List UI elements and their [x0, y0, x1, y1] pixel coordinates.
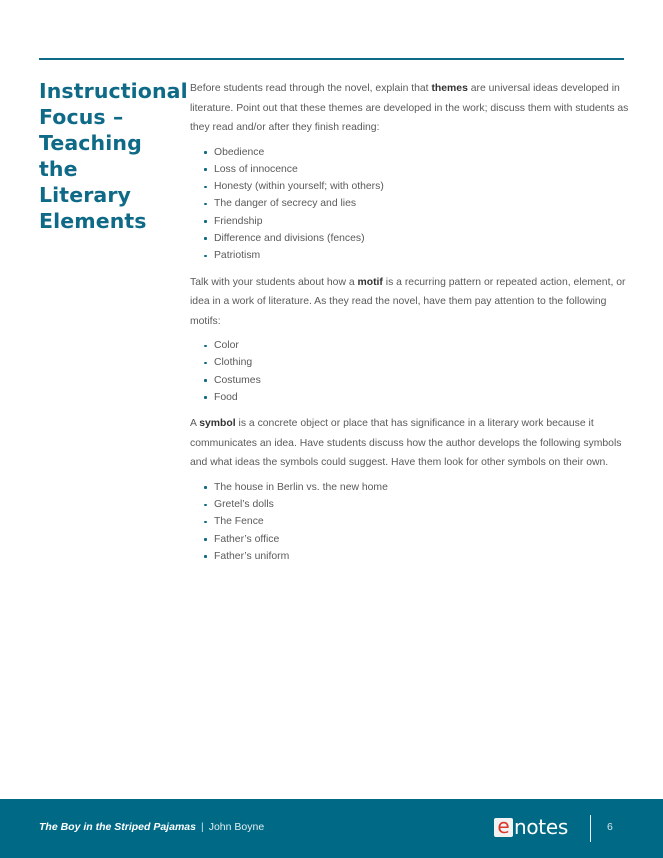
footer-book-info — [39, 821, 264, 833]
separator: | — [200, 821, 204, 833]
list-item: Obedience — [204, 144, 630, 161]
heading-line: Instructional — [39, 79, 188, 103]
list-item: Color — [204, 337, 630, 354]
list-item: Difference and divisions (fences) — [204, 230, 630, 247]
list-item: Father’s uniform — [204, 548, 630, 565]
list-item: Friendship — [204, 213, 630, 230]
enotes-e-icon: e — [494, 818, 513, 837]
top-rule — [39, 58, 624, 60]
heading-line: Teaching the — [39, 131, 142, 181]
list-item: The danger of secrecy and lies — [204, 195, 630, 212]
motif-term: motif — [357, 276, 383, 288]
symbols-intro — [190, 414, 630, 473]
motifs-list — [190, 337, 630, 406]
text: is a recurring pattern or repeated action, element, or idea in a work of literature. As they read the novel, have them pay attention to the following motifs: — [190, 276, 626, 327]
section-heading — [39, 78, 188, 234]
page-number: 6 — [607, 821, 613, 833]
list-item: Food — [204, 389, 630, 406]
list-item: Patriotism — [204, 247, 630, 264]
text: are universal ideas developed in literature. Point out that these themes are developed in the work; discuss them with students as they read and/or after they finish reading: — [190, 83, 629, 133]
text: A — [190, 418, 200, 430]
list-item: Loss of innocence — [204, 161, 630, 178]
heading-line: Literary — [39, 183, 132, 207]
footer-divider — [590, 815, 591, 842]
themes-intro — [190, 79, 630, 138]
text: Talk with your students about how a — [190, 276, 358, 288]
motifs-intro — [190, 273, 630, 332]
text: is a concrete object or place that has significance in a literary work because it communicates an idea. Have students discuss how the author develops the following symbols and what ideas the symbols could suggest. Have them look for other symbols on their own. — [190, 418, 622, 469]
symbol-term: symbol — [199, 418, 236, 430]
author-name: John Boyne — [208, 821, 265, 833]
symbols-list — [190, 479, 630, 565]
text: Before students read through the novel, explain that — [190, 83, 432, 94]
page-footer — [0, 799, 663, 858]
list-item: Costumes — [204, 372, 630, 389]
heading-line: Focus – — [39, 105, 124, 129]
list-item: The Fence — [204, 513, 630, 530]
main-content — [190, 79, 630, 573]
enotes-wordmark: notes — [514, 815, 568, 839]
themes-term: themes — [431, 83, 468, 94]
list-item: Clothing — [204, 354, 630, 371]
list-item: Gretel’s dolls — [204, 496, 630, 513]
list-item: The house in Berlin vs. the new home — [204, 479, 630, 496]
list-item: Father’s office — [204, 531, 630, 548]
list-item: Honesty (within yourself; with others) — [204, 178, 630, 195]
book-title: The Boy in the Striped Pajamas — [39, 821, 196, 833]
themes-list — [190, 144, 630, 265]
enotes-logo — [494, 813, 568, 839]
heading-line: Elements — [39, 209, 147, 233]
